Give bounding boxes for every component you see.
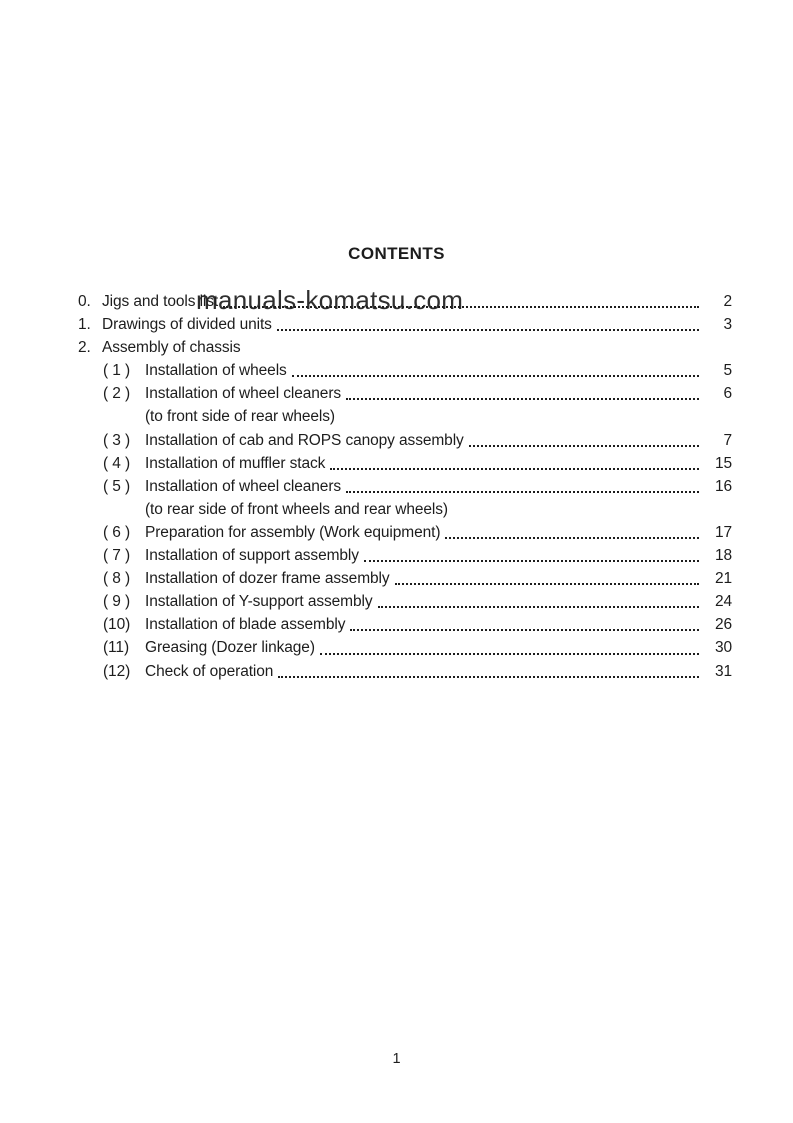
toc-entry-page: 3 bbox=[723, 316, 732, 334]
toc-entry-page: 31 bbox=[714, 662, 732, 680]
dot-leader bbox=[218, 290, 702, 313]
toc-entry-number: ( 9 ) bbox=[103, 593, 131, 611]
toc-row-entry bbox=[78, 521, 732, 544]
toc-list bbox=[78, 290, 732, 683]
toc-entry-page bbox=[702, 498, 732, 521]
toc-entry-label: Installation of wheel cleaners bbox=[145, 385, 342, 403]
dot-leader bbox=[390, 567, 702, 590]
toc-entry-page: 6 bbox=[723, 385, 732, 403]
toc-row-entry bbox=[78, 544, 732, 567]
dot-leader bbox=[359, 544, 702, 567]
toc-entry-number: 0. bbox=[78, 293, 91, 310]
toc-entry-page: 24 bbox=[714, 593, 732, 611]
toc-row-entry bbox=[78, 475, 732, 498]
dot-leader bbox=[315, 636, 702, 659]
toc-entry-label: Installation of wheel cleaners bbox=[145, 477, 342, 495]
toc-entry-page: 26 bbox=[714, 616, 732, 634]
dot-leader bbox=[335, 405, 702, 428]
toc-entry-number: ( 3 ) bbox=[103, 431, 131, 449]
toc-entry-page: 18 bbox=[714, 547, 732, 565]
toc-entry-label: Drawings of divided units bbox=[102, 316, 272, 334]
dot-leader bbox=[345, 613, 702, 636]
toc-entry-label: Preparation for assembly (Work equipment) bbox=[145, 523, 441, 541]
toc-entry-page: 7 bbox=[723, 431, 732, 449]
toc-row-note bbox=[78, 498, 732, 521]
toc-row-entry bbox=[78, 660, 732, 683]
page-number: 1 bbox=[392, 1051, 401, 1067]
toc-entry-page: 21 bbox=[714, 570, 732, 588]
dot-leader bbox=[448, 498, 702, 521]
dot-leader bbox=[272, 313, 702, 336]
toc-row-entry bbox=[78, 359, 732, 382]
toc-entry-number bbox=[103, 405, 145, 428]
toc-row-heading bbox=[78, 336, 732, 359]
dot-leader bbox=[373, 590, 702, 613]
toc-entry-number: (10) bbox=[103, 616, 131, 634]
toc-entry-number: 2. bbox=[78, 339, 91, 357]
toc-entry-number: (11) bbox=[103, 639, 130, 657]
toc-entry-label: Installation of cab and ROPS canopy assembly bbox=[145, 431, 464, 449]
toc-entry-page: 2 bbox=[723, 293, 732, 310]
toc-entry-number bbox=[103, 498, 145, 521]
dot-leader bbox=[241, 336, 702, 359]
toc-entry-label: Jigs and tools list bbox=[102, 293, 219, 310]
watermark: manuals-komatsu.com bbox=[196, 285, 464, 315]
toc-entry-page bbox=[702, 336, 732, 359]
toc-entry-page: 17 bbox=[714, 523, 732, 541]
dot-leader bbox=[325, 452, 702, 475]
toc-entry-page: 16 bbox=[714, 477, 732, 495]
toc-row-entry bbox=[78, 290, 732, 313]
toc-entry-label: Greasing (Dozer linkage) bbox=[145, 639, 315, 657]
toc-entry-number: (12) bbox=[103, 662, 131, 680]
toc-entry-number: ( 1 ) bbox=[103, 362, 131, 380]
toc-entry-page: 5 bbox=[723, 362, 732, 380]
toc-entry-label: Assembly of chassis bbox=[102, 339, 241, 357]
dot-leader bbox=[440, 521, 702, 544]
toc-entry-label: Check of operation bbox=[145, 662, 274, 680]
dot-leader bbox=[341, 475, 702, 498]
toc-row-entry bbox=[78, 382, 732, 405]
toc-entry-label: Installation of support assembly bbox=[145, 547, 359, 565]
toc-entry-page bbox=[702, 405, 732, 428]
toc-entry-number: ( 7 ) bbox=[103, 547, 131, 565]
toc-entry-label: Installation of blade assembly bbox=[145, 616, 346, 634]
toc-entry-label: (to front side of rear wheels) bbox=[145, 408, 335, 426]
page-title: CONTENTS bbox=[348, 244, 445, 263]
toc-entry-page: 15 bbox=[714, 454, 732, 472]
toc-row-entry bbox=[78, 429, 732, 452]
dot-leader bbox=[464, 429, 702, 452]
toc-entry-number: ( 2 ) bbox=[103, 385, 131, 403]
toc-entry-number: ( 8 ) bbox=[103, 570, 131, 588]
toc-entry-label: Installation of muffler stack bbox=[145, 454, 326, 472]
toc-entry-label: Installation of dozer frame assembly bbox=[145, 570, 390, 588]
toc-entry-number: ( 6 ) bbox=[103, 523, 131, 541]
toc-entry-label: Installation of wheels bbox=[145, 362, 287, 380]
toc-row-note bbox=[78, 405, 732, 428]
dot-leader bbox=[273, 660, 702, 683]
toc-entry-number: ( 4 ) bbox=[103, 454, 131, 472]
dot-leader bbox=[341, 382, 702, 405]
toc-entry-label: Installation of Y-support assembly bbox=[145, 593, 373, 611]
toc-entry-label: (to rear side of front wheels and rear wheels) bbox=[145, 500, 448, 518]
toc-row-entry bbox=[78, 452, 732, 475]
toc-entry-number: ( 5 ) bbox=[103, 477, 131, 495]
toc-entry-page: 30 bbox=[714, 639, 732, 657]
toc-row-entry bbox=[78, 613, 732, 636]
toc-row-entry bbox=[78, 567, 732, 590]
toc-row-entry bbox=[78, 313, 732, 336]
toc-row-entry bbox=[78, 590, 732, 613]
toc-row-entry bbox=[78, 636, 732, 659]
dot-leader bbox=[287, 359, 702, 382]
toc-entry-number: 1. bbox=[78, 316, 91, 334]
